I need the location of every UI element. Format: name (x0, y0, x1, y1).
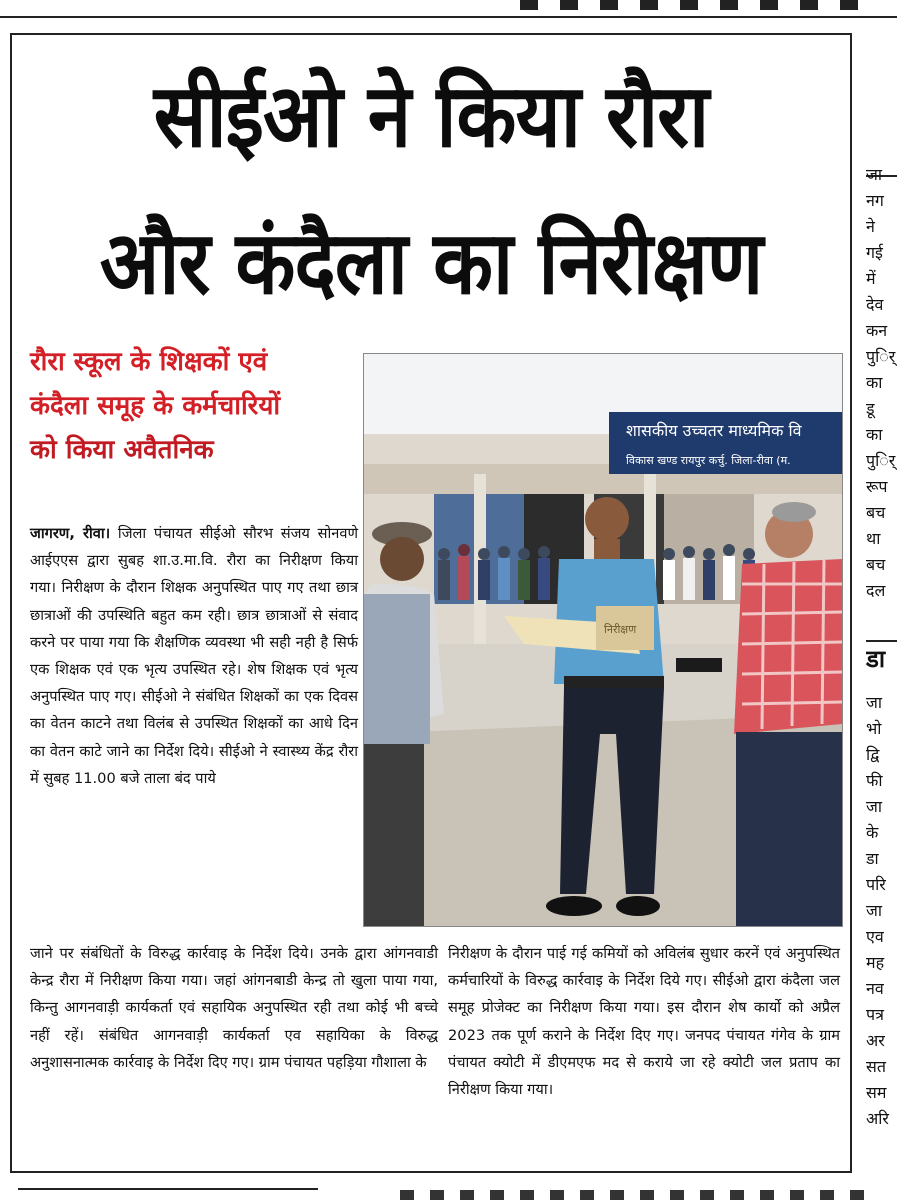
previous-article-text-cropped (520, 0, 880, 10)
article-paragraph-bottom-right: निरीक्षण के दौरान पाई गई कमियों को अविलंब सुधार करनें एवं अनुपस्थित कर्मचारियों के विरुद्ध कार्रवाइ के निर्देश दिये गए। सीईओ द्वारा कंदैला जल समूह प्रोजेक्ट का निरीक्षण किया गया। इस दौरान शेष कार्यो को अप्रैल 2023 तक पूर्ण कराने के निर्देश दिए गए। जनपद पंचायत गंगेव के ग्राम पंचायत क्योटी में डीएमएफ मद से कराये जा रहे क्योटी जल प्रताप का निरीक्षण किया गया। (448, 945, 840, 1099)
adjacent-column-line: रूप (866, 477, 888, 496)
adjacent-column-line: अरि (866, 1109, 889, 1128)
adjacent-column-line: जा (866, 165, 883, 184)
adjacent-column-line: पुर्ि (866, 451, 896, 470)
headline-line-1: सीईओ ने किया रौरा (153, 66, 709, 168)
inspection-photo (363, 353, 843, 927)
adjacent-column-line: जा (866, 901, 883, 920)
adjacent-column-line: के (866, 823, 879, 842)
adjacent-article-column-cropped (866, 0, 897, 1200)
adjacent-column-line: का (866, 373, 883, 392)
subheadline-line-3: को किया अवैतनिक (30, 435, 214, 465)
article-body-bottom-left (30, 940, 438, 1076)
folder-label: निरीक्षण (604, 623, 637, 636)
adjacent-column-line: जा (866, 693, 883, 712)
next-article-cropped (0, 1184, 897, 1200)
next-article-text-cropped (400, 1190, 870, 1200)
adjacent-column-line: था (866, 529, 881, 548)
adjacent-column-line: डा (866, 849, 879, 868)
adjacent-column-line: पत्र (866, 1005, 884, 1024)
adjacent-column-line: फी (866, 771, 883, 790)
school-sign-text-2: विकास खण्ड रायपुर कर्चु. जिला-रीवा (म. (626, 454, 791, 467)
adjacent-column-line: का (866, 425, 883, 444)
adjacent-column-line: एव (866, 927, 884, 946)
adjacent-column-line: मह (866, 953, 885, 972)
article-intro: जिला पंचायत सीईओ सौरभ संजय सोनवणे आईएएस द्वारा सुबह शा.उ.मा.वि. रौरा का निरीक्षण किया गया। निरीक्षण के दौरान शिक्षक अनुपस्थित पाए गए तथा छात्र छात्राओं की उपस्थिति बहुत कम रही। छात्र छात्राओं से संवाद करने पर पाया गया कि शैक्षणिक व्यवस्था भी सही नही है सिर्फ एक शिक्षक एवं एक भृत्य उपस्थित रहे। शेष शिक्षक एवं भृत्य अनुपस्थित पाए गए। सीईओ ने संबंधित शिक्षकों का एक दिवस का वेतन काटने तथा विलंब से उपस्थित शिक्षकों का आधे दिन का वेतन काटे जाने का निर्देश दिये। सीईओ ने स्वास्थ्य केंद्र रौरा में सुबह 11.00 बजे ताला बंद पाये (30, 525, 359, 787)
adjacent-column-line: अर (866, 1031, 885, 1050)
subheadline (30, 340, 350, 472)
adjacent-column-line: नव (866, 979, 884, 998)
adjacent-column-line: में (866, 269, 876, 288)
adjacent-column-heading: डा (866, 645, 886, 673)
adjacent-column-line: कन (866, 321, 888, 340)
article-body-left (30, 520, 358, 792)
school-sign-text: शासकीय उच्चतर माध्यमिक वि (626, 421, 802, 440)
adjacent-column-line: परि (866, 875, 886, 894)
adjacent-column-line: द्वि (866, 745, 880, 764)
adjacent-column-line: बच (866, 503, 886, 522)
adjacent-column-line: सम (866, 1083, 887, 1102)
adjacent-column-line: बच (866, 555, 886, 574)
adjacent-column-line: ने (866, 217, 875, 236)
adjacent-column-line: जा (866, 797, 883, 816)
adjacent-column-line: नग (866, 191, 884, 210)
article-paragraph-bottom-left: जाने पर संबंधितों के विरुद्ध कार्रवाइ के निर्देश दिये। उनके द्वारा आंगनवाडी केन्द्र रौरा में निरीक्षण किया गया। जहां आंगनबाडी केन्द्र तो खुला पाया गया, किन्तु आगनवाड़ी कार्यकर्ता एवं सहायिक अनुपस्थित रही तथा कोई भी बच्चे नहीं रहें। संबंधित आगनवाड़ी कार्यकर्ता एव सहायिका के विरुद्ध अनुशासनात्मक कार्रवाइ के निर्देश दिए गए। ग्राम पंचायत पहड़िया गौशाला के (30, 945, 438, 1071)
adjacent-column-line: दल (866, 581, 886, 600)
adjacent-column-line: गई (866, 243, 883, 262)
adjacent-column-line: डू (866, 399, 875, 418)
bottom-rule (18, 1188, 318, 1190)
subheadline-line-2: कंदैला समूह के कर्मचारियों (30, 391, 281, 421)
news-article-box (10, 33, 852, 1173)
adjacent-column-line: भो (866, 719, 882, 738)
adjacent-column-line: सत (866, 1057, 886, 1076)
subheadline-line-1: रौरा स्कूल के शिक्षकों एवं (30, 347, 268, 377)
page-top-rule (0, 16, 897, 18)
dateline: जागरण, रीवा। (30, 525, 111, 542)
article-body-bottom-right (448, 940, 840, 1103)
adjacent-column-line: पुर्ि (866, 347, 896, 366)
headline-line-2: और कंदैला का निरीक्षण (99, 213, 763, 315)
adjacent-column-line: देव (866, 295, 884, 314)
